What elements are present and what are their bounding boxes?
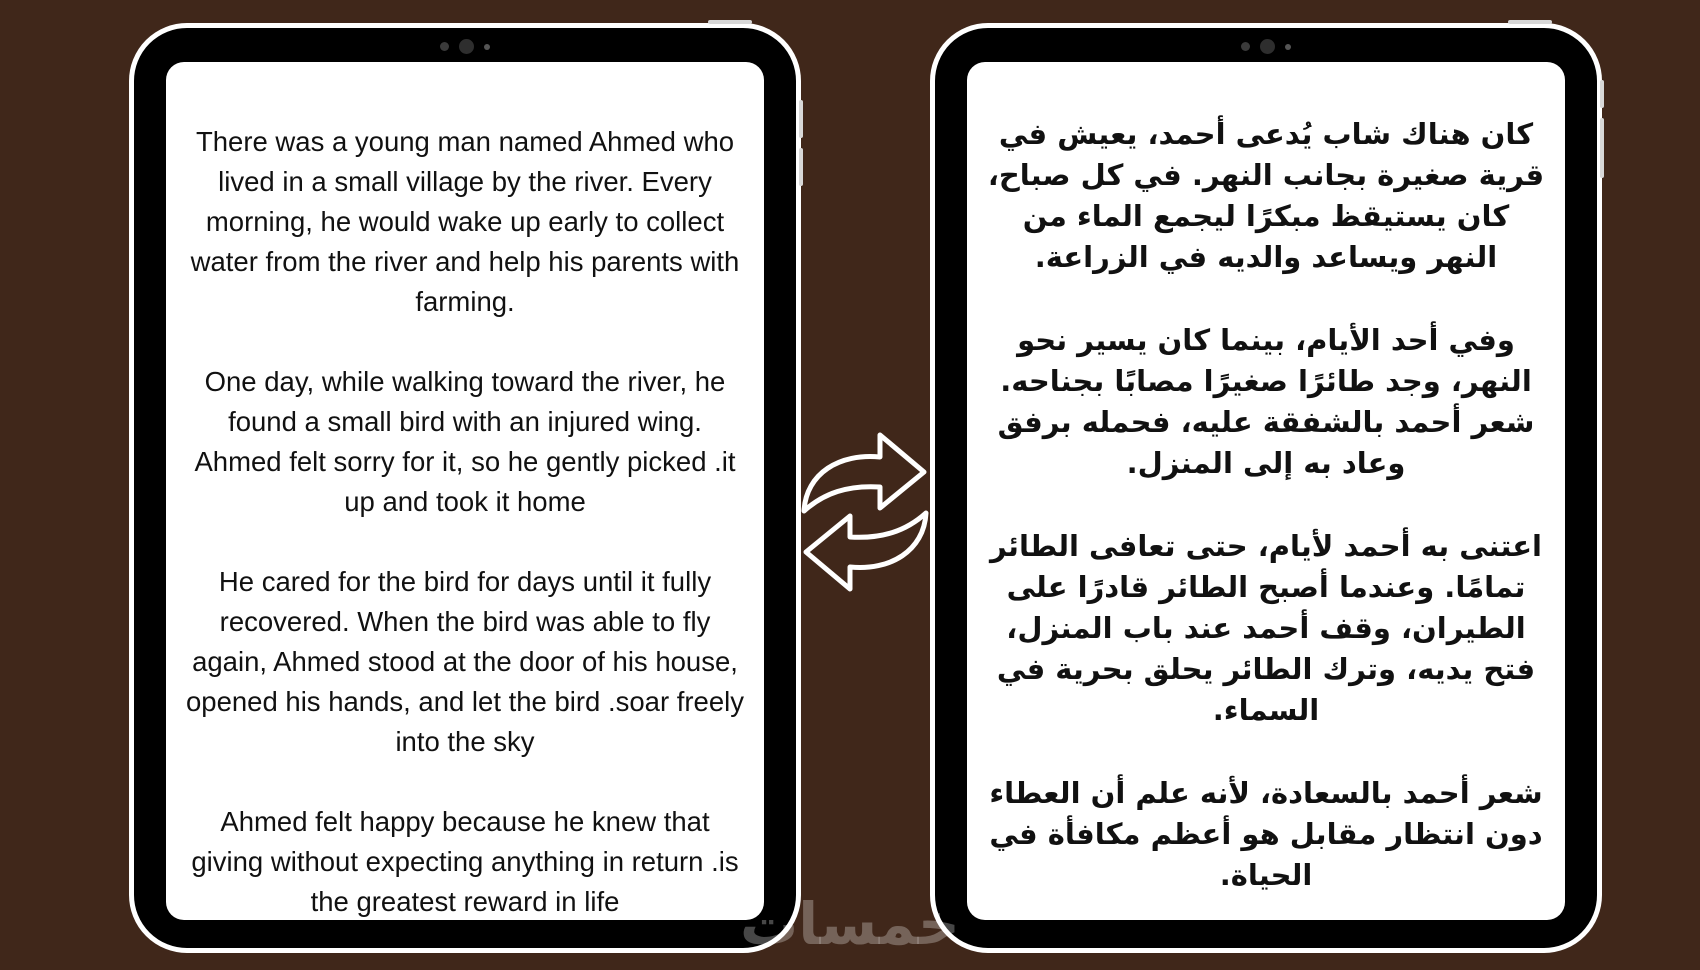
camera-sensor-icon (440, 42, 449, 51)
swap-arrows-icon (800, 415, 930, 615)
english-paragraph-1: There was a young man named Ahmed who lived in a small village by the river. Every morning, he would wake up early to collect water from the river and help his parents with farming. (190, 126, 740, 317)
arabic-paragraph-4: شعر أحمد بالسعادة، لأنه علم أن العطاء دون انتظار مقابل هو أعظم مكافأة في الحياة. (989, 776, 1543, 892)
arabic-paragraph-3: اعتنى به أحمد لأيام، حتى تعافى الطائر تمامًا. وعندما أصبح الطائر قادرًا على الطيران، وقف أحمد عند باب المنزل، فتح يديه، وترك الطائر يحلق بحرية في السماء. (990, 529, 1542, 727)
camera-flash-icon (1285, 44, 1291, 50)
tablet-camera (440, 39, 490, 54)
english-story-screen (166, 62, 764, 920)
camera-lens-icon (1260, 39, 1275, 54)
left-tablet-side-button-2 (799, 148, 803, 186)
arrow-right-icon (804, 435, 924, 511)
camera-sensor-icon (1241, 42, 1250, 51)
arabic-story-screen (967, 62, 1565, 920)
arrow-left-icon (806, 513, 926, 589)
english-paragraph-3: He cared for the bird for days until it fully recovered. When the bird was able to fly again, Ahmed stood at the door of his house, opened his hands, and let the bird .soar freely into the sky (186, 566, 745, 757)
left-tablet-top-button (708, 20, 752, 24)
camera-lens-icon (459, 39, 474, 54)
arabic-paragraph-1: كان هناك شاب يُدعى أحمد، يعيش في قرية صغيرة بجانب النهر. في كل صباح، كان يستيقظ مبكرًا ليجمع الماء من النهر ويساعد والديه في الزراعة. (987, 117, 1545, 274)
camera-flash-icon (484, 44, 490, 50)
right-tablet-top-button (1508, 20, 1552, 24)
english-paragraph-4: Ahmed felt happy because he knew that giving without expecting anything in return .is the greatest reward in life (191, 806, 739, 917)
right-tablet-side-button-2 (1600, 118, 1604, 178)
left-tablet-side-button-1 (799, 100, 803, 138)
tablet-camera (1241, 39, 1291, 54)
watermark-logo: خمسات (740, 890, 960, 958)
english-tablet (129, 23, 801, 953)
english-paragraph-2: One day, while walking toward the river, he found a small bird with an injured wing. Ahmed felt sorry for it, so he gently picked .it up and took it home (194, 366, 736, 517)
arabic-tablet (930, 23, 1602, 953)
right-tablet-side-button-1 (1600, 80, 1604, 108)
arabic-paragraph-2: وفي أحد الأيام، بينما كان يسير نحو النهر، وجد طائرًا صغيرًا مصابًا بجناحه. شعر أحمد بالشفقة عليه، فحمله برفق وعاد به إلى المنزل. (997, 323, 1535, 480)
